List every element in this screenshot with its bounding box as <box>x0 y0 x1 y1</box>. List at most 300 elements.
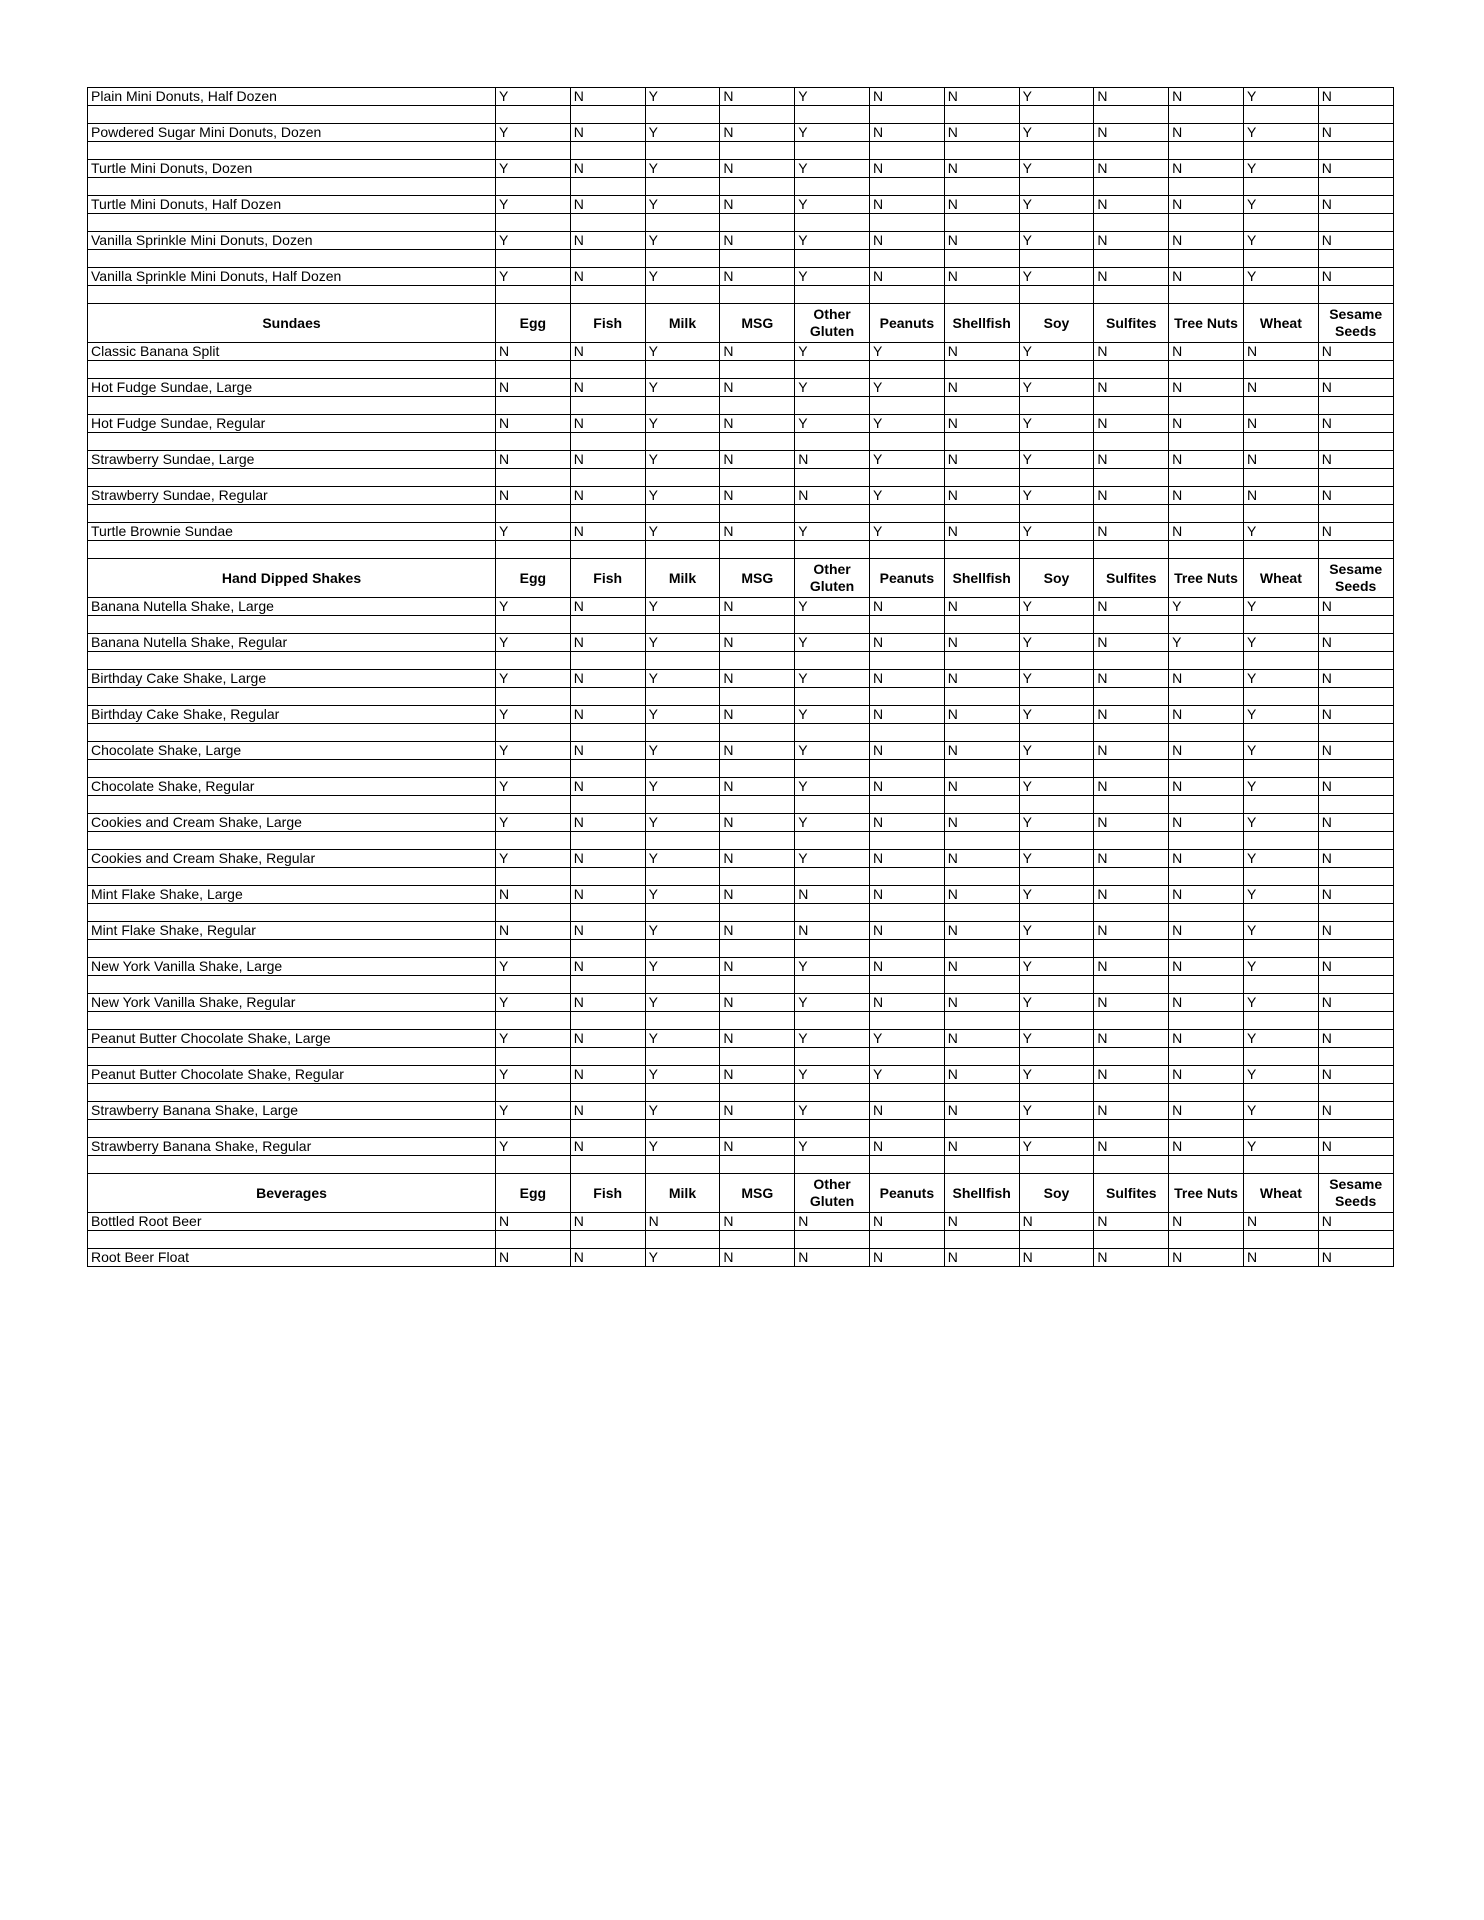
allergen-flag: Y <box>1019 634 1094 652</box>
allergen-flag: N <box>1094 850 1169 868</box>
spacer-cell <box>1169 397 1244 415</box>
table-row <box>88 196 1394 214</box>
item-name: Bottled Root Beer <box>88 1213 496 1231</box>
spacer-cell <box>1318 397 1393 415</box>
spacer-cell <box>795 652 870 670</box>
allergen-flag: N <box>1094 1066 1169 1084</box>
allergen-flag: N <box>1169 415 1244 433</box>
spacer-cell <box>88 178 496 196</box>
allergen-flag: Y <box>869 415 944 433</box>
allergen-flag: Y <box>795 88 870 106</box>
spacer-row <box>88 1231 1394 1249</box>
allergen-flag: N <box>720 742 795 760</box>
spacer-cell <box>720 1012 795 1030</box>
column-header: MSG <box>720 304 795 343</box>
spacer-cell <box>1318 904 1393 922</box>
allergen-flag: N <box>869 1138 944 1156</box>
allergen-flag: Y <box>1019 268 1094 286</box>
spacer-cell <box>1094 832 1169 850</box>
allergen-flag: Y <box>1243 268 1318 286</box>
spacer-cell <box>645 397 720 415</box>
allergen-flag: N <box>1094 1138 1169 1156</box>
allergen-flag: N <box>720 1030 795 1048</box>
table-row <box>88 670 1394 688</box>
spacer-cell <box>88 1048 496 1066</box>
item-name: Banana Nutella Shake, Large <box>88 598 496 616</box>
allergen-flag: Y <box>645 415 720 433</box>
allergen-flag: N <box>1318 994 1393 1012</box>
allergen-flag: Y <box>496 523 571 541</box>
spacer-cell <box>645 976 720 994</box>
spacer-row <box>88 1156 1394 1174</box>
allergen-flag: Y <box>795 850 870 868</box>
spacer-cell <box>869 652 944 670</box>
allergen-flag: N <box>1169 379 1244 397</box>
spacer-cell <box>795 433 870 451</box>
spacer-cell <box>1243 106 1318 124</box>
allergen-flag: Y <box>645 343 720 361</box>
allergen-flag: N <box>496 343 571 361</box>
spacer-cell <box>1094 106 1169 124</box>
allergen-flag: N <box>1243 1249 1318 1267</box>
allergen-flag: Y <box>1019 343 1094 361</box>
allergen-flag: Y <box>795 742 870 760</box>
table-row <box>88 814 1394 832</box>
allergen-flag: Y <box>496 1066 571 1084</box>
allergen-flag: N <box>720 268 795 286</box>
spacer-cell <box>496 724 571 742</box>
allergen-flag: Y <box>1243 160 1318 178</box>
allergen-flag: N <box>720 1213 795 1231</box>
table-row <box>88 124 1394 142</box>
allergen-flag: N <box>869 88 944 106</box>
spacer-cell <box>720 976 795 994</box>
spacer-row <box>88 652 1394 670</box>
allergen-flag: Y <box>496 850 571 868</box>
allergen-flag: N <box>570 1213 645 1231</box>
allergen-flag: N <box>720 1066 795 1084</box>
item-name: Hot Fudge Sundae, Regular <box>88 415 496 433</box>
spacer-cell <box>496 142 571 160</box>
allergen-flag: N <box>1169 850 1244 868</box>
item-name: Vanilla Sprinkle Mini Donuts, Half Dozen <box>88 268 496 286</box>
spacer-cell <box>1094 1156 1169 1174</box>
spacer-cell <box>1318 940 1393 958</box>
spacer-cell <box>1094 286 1169 304</box>
spacer-cell <box>88 688 496 706</box>
spacer-cell <box>496 469 571 487</box>
allergen-flag: N <box>869 232 944 250</box>
allergen-flag: N <box>944 922 1019 940</box>
allergen-flag: N <box>1169 268 1244 286</box>
spacer-cell <box>944 796 1019 814</box>
spacer-cell <box>570 724 645 742</box>
spacer-cell <box>496 178 571 196</box>
item-name: Cookies and Cream Shake, Regular <box>88 850 496 868</box>
spacer-cell <box>1019 505 1094 523</box>
allergen-flag: N <box>1094 160 1169 178</box>
allergen-flag: N <box>570 232 645 250</box>
allergen-flag: N <box>795 451 870 469</box>
allergen-flag: Y <box>496 742 571 760</box>
allergen-flag: N <box>795 1213 870 1231</box>
allergen-flag: N <box>944 232 1019 250</box>
allergen-flag: Y <box>795 1066 870 1084</box>
spacer-cell <box>1318 505 1393 523</box>
spacer-cell <box>88 433 496 451</box>
spacer-cell <box>1169 433 1244 451</box>
spacer-row <box>88 940 1394 958</box>
spacer-cell <box>1169 469 1244 487</box>
allergen-flag: N <box>944 1102 1019 1120</box>
allergen-flag: Y <box>1169 634 1244 652</box>
spacer-cell <box>869 433 944 451</box>
spacer-cell <box>645 760 720 778</box>
spacer-cell <box>795 940 870 958</box>
allergen-flag: N <box>1318 742 1393 760</box>
table-row <box>88 1213 1394 1231</box>
spacer-cell <box>944 286 1019 304</box>
column-header: Shellfish <box>944 1174 1019 1213</box>
spacer-cell <box>1019 1012 1094 1030</box>
allergen-flag: Y <box>645 88 720 106</box>
spacer-cell <box>795 1156 870 1174</box>
allergen-flag: Y <box>645 268 720 286</box>
spacer-cell <box>1169 832 1244 850</box>
allergen-flag: N <box>944 196 1019 214</box>
allergen-flag: Y <box>1243 1102 1318 1120</box>
allergen-flag: Y <box>496 88 571 106</box>
spacer-cell <box>795 250 870 268</box>
allergen-flag: Y <box>795 268 870 286</box>
spacer-cell <box>1169 1120 1244 1138</box>
spacer-cell <box>1243 142 1318 160</box>
allergen-flag: N <box>720 850 795 868</box>
allergen-flag: N <box>795 1249 870 1267</box>
allergen-flag: N <box>570 634 645 652</box>
column-header: Tree Nuts <box>1169 559 1244 598</box>
spacer-cell <box>1169 1084 1244 1102</box>
allergen-flag: N <box>496 451 571 469</box>
spacer-cell <box>645 1120 720 1138</box>
spacer-cell <box>1019 106 1094 124</box>
allergen-flag: N <box>1318 814 1393 832</box>
allergen-flag: Y <box>869 1030 944 1048</box>
item-name: Strawberry Sundae, Regular <box>88 487 496 505</box>
spacer-cell <box>1169 106 1244 124</box>
allergen-flag: Y <box>795 523 870 541</box>
spacer-cell <box>1094 868 1169 886</box>
spacer-cell <box>1243 760 1318 778</box>
allergen-flag: N <box>720 1138 795 1156</box>
spacer-cell <box>645 106 720 124</box>
allergen-flag: N <box>720 670 795 688</box>
spacer-cell <box>570 868 645 886</box>
spacer-cell <box>645 361 720 379</box>
allergen-flag: Y <box>869 523 944 541</box>
section-title: Sundaes <box>88 304 496 343</box>
spacer-cell <box>1019 796 1094 814</box>
allergen-flag: N <box>720 994 795 1012</box>
spacer-cell <box>944 1012 1019 1030</box>
column-header: Wheat <box>1243 1174 1318 1213</box>
allergen-flag: N <box>1318 232 1393 250</box>
allergen-flag: N <box>869 706 944 724</box>
allergen-flag: N <box>944 814 1019 832</box>
allergen-flag: N <box>496 922 571 940</box>
allergen-flag: N <box>720 886 795 904</box>
column-header: Sesame Seeds <box>1318 1174 1393 1213</box>
spacer-cell <box>720 397 795 415</box>
column-header: Soy <box>1019 1174 1094 1213</box>
spacer-cell <box>1094 433 1169 451</box>
spacer-row <box>88 760 1394 778</box>
allergen-flag: Y <box>645 487 720 505</box>
spacer-cell <box>1318 724 1393 742</box>
allergen-flag: N <box>1318 850 1393 868</box>
spacer-cell <box>720 904 795 922</box>
spacer-cell <box>720 214 795 232</box>
spacer-cell <box>720 940 795 958</box>
spacer-row <box>88 106 1394 124</box>
spacer-cell <box>570 760 645 778</box>
spacer-cell <box>1243 832 1318 850</box>
allergen-flag: N <box>944 1138 1019 1156</box>
spacer-cell <box>496 505 571 523</box>
spacer-cell <box>1094 397 1169 415</box>
spacer-cell <box>795 724 870 742</box>
allergen-flag: Y <box>645 850 720 868</box>
spacer-row <box>88 976 1394 994</box>
allergen-flag: N <box>1169 670 1244 688</box>
spacer-cell <box>496 1156 571 1174</box>
spacer-cell <box>869 397 944 415</box>
spacer-cell <box>88 724 496 742</box>
allergen-flag: Y <box>1019 922 1094 940</box>
spacer-cell <box>1169 1048 1244 1066</box>
spacer-cell <box>570 433 645 451</box>
allergen-flag: Y <box>1243 670 1318 688</box>
allergen-flag: N <box>1169 1030 1244 1048</box>
spacer-cell <box>869 178 944 196</box>
allergen-flag: Y <box>1243 778 1318 796</box>
spacer-cell <box>1019 1048 1094 1066</box>
allergen-flag: N <box>720 88 795 106</box>
column-header: Sulfites <box>1094 304 1169 343</box>
spacer-cell <box>720 505 795 523</box>
table-row <box>88 379 1394 397</box>
allergen-flag: Y <box>645 886 720 904</box>
spacer-cell <box>496 541 571 559</box>
spacer-cell <box>1243 1231 1318 1249</box>
spacer-cell <box>1094 1120 1169 1138</box>
spacer-cell <box>1318 1048 1393 1066</box>
table-row <box>88 778 1394 796</box>
allergen-flag: N <box>1318 268 1393 286</box>
allergen-flag: N <box>944 706 1019 724</box>
table-row <box>88 232 1394 250</box>
spacer-row <box>88 505 1394 523</box>
allergen-flag: N <box>570 598 645 616</box>
spacer-cell <box>88 1012 496 1030</box>
table-row <box>88 88 1394 106</box>
table-row <box>88 1030 1394 1048</box>
spacer-cell <box>1094 616 1169 634</box>
spacer-cell <box>869 106 944 124</box>
spacer-cell <box>1169 616 1244 634</box>
spacer-cell <box>869 688 944 706</box>
spacer-cell <box>795 178 870 196</box>
spacer-row <box>88 250 1394 268</box>
allergen-flag: Y <box>1019 706 1094 724</box>
spacer-cell <box>496 868 571 886</box>
spacer-cell <box>88 976 496 994</box>
allergen-flag: Y <box>496 958 571 976</box>
spacer-cell <box>869 1048 944 1066</box>
spacer-cell <box>496 904 571 922</box>
table-row <box>88 1249 1394 1267</box>
spacer-row <box>88 1120 1394 1138</box>
allergen-flag: N <box>720 778 795 796</box>
spacer-cell <box>1169 688 1244 706</box>
spacer-cell <box>645 616 720 634</box>
item-name: Peanut Butter Chocolate Shake, Large <box>88 1030 496 1048</box>
allergen-flag: N <box>795 487 870 505</box>
allergen-flag: N <box>1094 523 1169 541</box>
allergen-flag: Y <box>1243 598 1318 616</box>
allergen-flag: N <box>1318 415 1393 433</box>
spacer-cell <box>869 1084 944 1102</box>
column-header: Sulfites <box>1094 559 1169 598</box>
table-row <box>88 958 1394 976</box>
spacer-cell <box>1169 760 1244 778</box>
spacer-cell <box>1094 1012 1169 1030</box>
allergen-flag: N <box>869 670 944 688</box>
spacer-cell <box>795 106 870 124</box>
spacer-cell <box>88 760 496 778</box>
spacer-cell <box>88 1084 496 1102</box>
spacer-row <box>88 541 1394 559</box>
allergen-flag: N <box>1094 343 1169 361</box>
item-name: Birthday Cake Shake, Large <box>88 670 496 688</box>
spacer-cell <box>1169 286 1244 304</box>
spacer-cell <box>1169 904 1244 922</box>
item-name: Hot Fudge Sundae, Large <box>88 379 496 397</box>
allergen-flag: Y <box>645 994 720 1012</box>
spacer-cell <box>1243 724 1318 742</box>
allergen-flag: N <box>570 778 645 796</box>
spacer-cell <box>1094 796 1169 814</box>
spacer-cell <box>720 541 795 559</box>
allergen-flag: N <box>1169 706 1244 724</box>
spacer-cell <box>944 361 1019 379</box>
allergen-flag: N <box>795 886 870 904</box>
spacer-cell <box>496 760 571 778</box>
allergen-flag: N <box>1094 1249 1169 1267</box>
spacer-cell <box>1169 976 1244 994</box>
spacer-cell <box>1318 868 1393 886</box>
allergen-flag: N <box>1243 1213 1318 1231</box>
allergen-table <box>87 87 1394 1267</box>
spacer-cell <box>795 1231 870 1249</box>
allergen-flag: Y <box>645 670 720 688</box>
allergen-flag: N <box>944 415 1019 433</box>
allergen-flag: Y <box>1243 922 1318 940</box>
spacer-cell <box>944 724 1019 742</box>
table-row <box>88 850 1394 868</box>
spacer-row <box>88 433 1394 451</box>
allergen-flag: Y <box>795 415 870 433</box>
spacer-cell <box>1243 796 1318 814</box>
allergen-flag: N <box>496 415 571 433</box>
allergen-flag: Y <box>795 670 870 688</box>
allergen-flag: N <box>944 598 1019 616</box>
item-name: Strawberry Banana Shake, Large <box>88 1102 496 1120</box>
allergen-flag: N <box>1318 124 1393 142</box>
spacer-cell <box>645 1084 720 1102</box>
spacer-cell <box>1019 1084 1094 1102</box>
spacer-cell <box>1019 1156 1094 1174</box>
section-header-row <box>88 304 1394 343</box>
allergen-flag: N <box>1243 343 1318 361</box>
allergen-flag: Y <box>1019 1066 1094 1084</box>
allergen-flag: Y <box>1019 778 1094 796</box>
spacer-cell <box>720 1231 795 1249</box>
spacer-cell <box>1169 796 1244 814</box>
spacer-cell <box>720 832 795 850</box>
spacer-row <box>88 1012 1394 1030</box>
spacer-cell <box>1094 1231 1169 1249</box>
allergen-flag: N <box>1318 88 1393 106</box>
spacer-cell <box>944 397 1019 415</box>
allergen-flag: Y <box>645 451 720 469</box>
allergen-flag: Y <box>496 670 571 688</box>
spacer-cell <box>496 1120 571 1138</box>
spacer-cell <box>1094 142 1169 160</box>
allergen-flag: N <box>1318 1249 1393 1267</box>
spacer-cell <box>944 760 1019 778</box>
spacer-cell <box>496 286 571 304</box>
allergen-flag: Y <box>645 922 720 940</box>
allergen-flag: Y <box>1243 523 1318 541</box>
allergen-flag: Y <box>869 1066 944 1084</box>
spacer-cell <box>1243 505 1318 523</box>
allergen-flag: N <box>1318 160 1393 178</box>
allergen-flag: Y <box>1019 451 1094 469</box>
item-name: Strawberry Banana Shake, Regular <box>88 1138 496 1156</box>
allergen-flag: N <box>720 196 795 214</box>
spacer-cell <box>1318 142 1393 160</box>
spacer-cell <box>720 469 795 487</box>
spacer-cell <box>1019 250 1094 268</box>
allergen-flag: Y <box>1243 958 1318 976</box>
spacer-cell <box>944 469 1019 487</box>
allergen-flag: N <box>1094 598 1169 616</box>
spacer-cell <box>795 469 870 487</box>
spacer-row <box>88 1084 1394 1102</box>
allergen-flag: Y <box>496 232 571 250</box>
spacer-cell <box>1318 688 1393 706</box>
spacer-cell <box>1243 541 1318 559</box>
spacer-cell <box>645 505 720 523</box>
spacer-cell <box>1243 1084 1318 1102</box>
allergen-flag: N <box>570 160 645 178</box>
item-name: Peanut Butter Chocolate Shake, Regular <box>88 1066 496 1084</box>
spacer-row <box>88 469 1394 487</box>
spacer-row <box>88 832 1394 850</box>
allergen-flag: N <box>1169 343 1244 361</box>
allergen-flag: N <box>1169 451 1244 469</box>
